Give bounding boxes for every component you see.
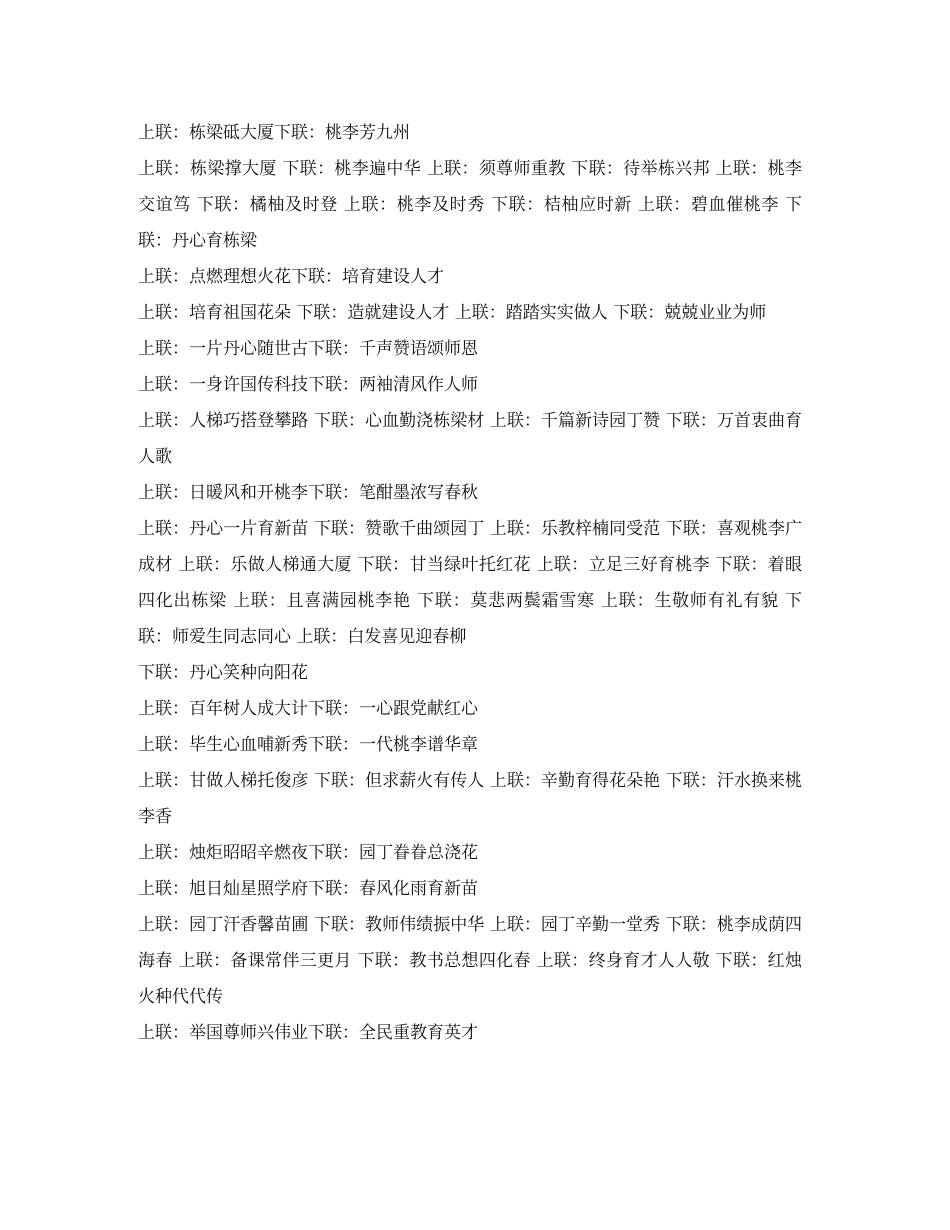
couplet-paragraph-1: 上联：栋梁砥大厦下联：桃李芳九州 bbox=[138, 123, 410, 143]
couplet-paragraph-10: 下联：丹心笑种向阳花 bbox=[138, 663, 308, 683]
couplet-paragraph-13: 上联：甘做人梯托俊彦 下联：但求薪火有传人 上联：辛勤育得花朵艳 下联：汗水换来桃李香 bbox=[138, 771, 802, 827]
couplet-paragraph-9: 上联：丹心一片育新苗 下联：赞歌千曲颂园丁 上联：乐教梓楠同受范 下联：喜观桃李广成材 上联：乐做人梯通大厦 下联：甘当绿叶托红花 上联：立足三好育桃李 下联：着眼四化出栋梁 上联：且喜满园桃李艳 下联：莫悲两鬓霜雪寒 上联：生敬师有礼有貌 下联：师爱生同志同心 上联：白发喜见迎春柳 bbox=[138, 519, 802, 647]
couplet-paragraph-11: 上联：百年树人成大计下联：一心跟党献红心 bbox=[138, 699, 478, 719]
couplet-paragraph-2: 上联：栋梁撑大厦 下联：桃李遍中华 上联：须尊师重教 下联：待举栋兴邦 上联：桃李交谊笃 下联：橘柚及时登 上联：桃李及时秀 下联：桔柚应时新 上联：碧血催桃李 下联：丹心育栋梁 bbox=[138, 159, 802, 251]
couplet-paragraph-3: 上联：点燃理想火花下联：培育建设人才 bbox=[138, 267, 444, 287]
couplet-paragraph-7: 上联：人梯巧搭登攀路 下联：心血勤浇栋梁材 上联：千篇新诗园丁赞 下联：万首衷曲育人歌 bbox=[138, 411, 802, 467]
document-body bbox=[138, 115, 802, 1051]
couplet-paragraph-17: 上联：举国尊师兴伟业下联：全民重教育英才 bbox=[138, 1023, 478, 1043]
couplet-paragraph-15: 上联：旭日灿星照学府下联：春风化雨育新苗 bbox=[138, 879, 478, 899]
couplet-paragraph-16: 上联：园丁汗香馨苗圃 下联：教师伟绩振中华 上联：园丁辛勤一堂秀 下联：桃李成荫四海春 上联：备课常伴三更月 下联：教书总想四化春 上联：终身育才人人敬 下联：红烛火种代代传 bbox=[138, 915, 802, 1007]
couplet-paragraph-8: 上联：日暖风和开桃李下联：笔酣墨浓写春秋 bbox=[138, 483, 478, 503]
couplet-paragraph-6: 上联：一身许国传科技下联：两袖清风作人师 bbox=[138, 375, 478, 395]
couplet-paragraph-4: 上联：培育祖国花朵 下联：造就建设人才 上联：踏踏实实做人 下联：兢兢业业为师 bbox=[138, 303, 767, 323]
couplet-paragraph-5: 上联：一片丹心随世古下联：千声赞语颂师恩 bbox=[138, 339, 478, 359]
couplet-paragraph-12: 上联：毕生心血哺新秀下联：一代桃李谱华章 bbox=[138, 735, 478, 755]
couplet-paragraph-14: 上联：烛炬昭昭辛燃夜下联：园丁眷眷总浇花 bbox=[138, 843, 478, 863]
